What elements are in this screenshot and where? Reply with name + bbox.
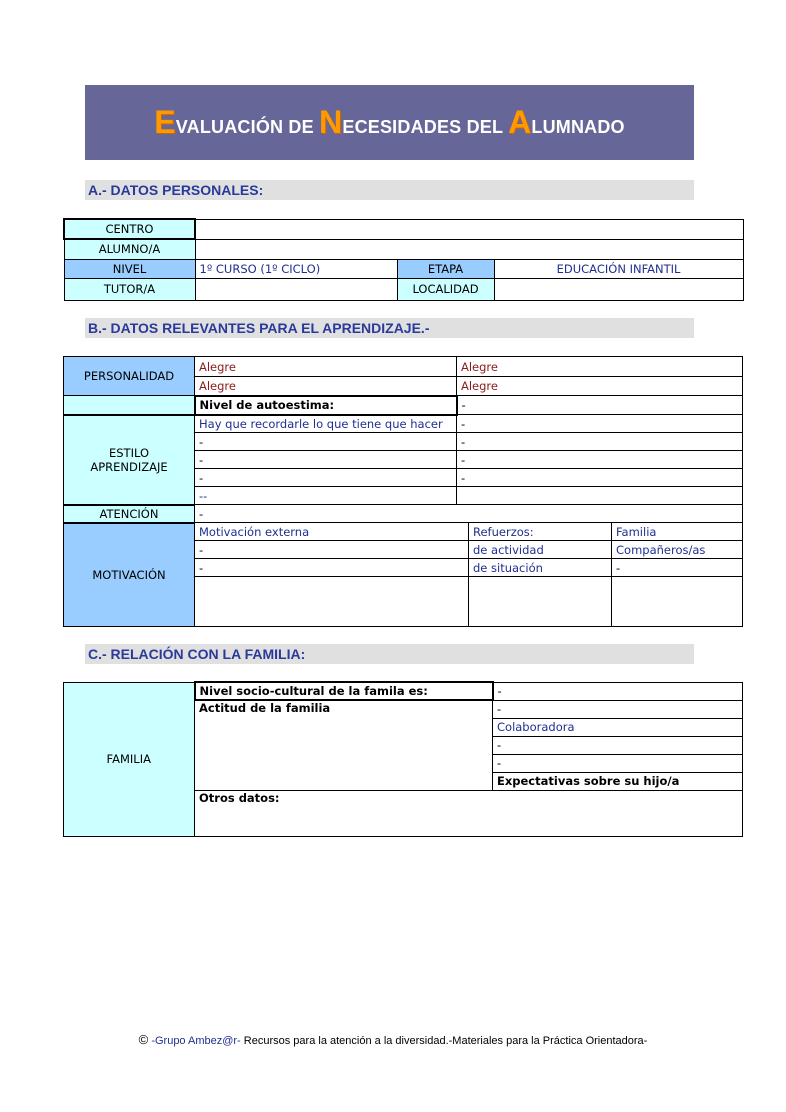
centro-label: CENTRO (64, 219, 195, 239)
estilo-cell[interactable]: - (195, 433, 457, 451)
motivacion-cell[interactable]: Familia (612, 523, 743, 541)
motivacion-cell[interactable]: Refuerzos: (469, 523, 612, 541)
otros-datos-label: Otros datos: (199, 790, 280, 805)
motivacion-cell[interactable]: - (195, 541, 469, 559)
expectativas-label: Expectativas sobre su hijo/a (493, 772, 743, 790)
motivacion-cell-empty[interactable] (195, 577, 469, 627)
section-b-heading: B.- DATOS RELEVANTES PARA EL APRENDIZAJE.- (85, 318, 694, 338)
alumno-label: ALUMNO/A (64, 239, 195, 259)
estilo-cell[interactable]: Hay que recordarle lo que tiene que hacer (195, 415, 457, 433)
nivel-label: NIVEL (64, 259, 195, 278)
centro-field[interactable] (195, 219, 743, 239)
footer-group: -Grupo Ambez@r- (151, 1035, 241, 1047)
family-data-table (63, 681, 743, 837)
etapa-label: ETAPA (397, 259, 494, 278)
actitud-label: Actitud de la familia (195, 700, 493, 790)
estilo-cell[interactable]: - (457, 469, 743, 487)
estilo-label-line2: APRENDIZAJE (90, 459, 168, 474)
page-title: EVALUACIÓN DE NECESIDADES DEL ALUMNADO (154, 104, 625, 140)
personalidad-cell[interactable]: Alegre (195, 377, 457, 396)
nivel-sociocultural-field[interactable]: - (493, 682, 743, 700)
localidad-label: LOCALIDAD (397, 278, 494, 300)
estilo-cell[interactable]: - (457, 433, 743, 451)
estilo-aprendizaje-label (64, 415, 195, 505)
estilo-cell[interactable]: - (457, 415, 743, 433)
motivacion-cell[interactable]: Motivación externa (195, 523, 469, 541)
motivacion-cell[interactable]: de situación (469, 559, 612, 577)
estilo-cell[interactable]: -- (195, 487, 457, 505)
estilo-cell[interactable] (457, 487, 743, 505)
motivacion-cell[interactable]: Compañeros/as (612, 541, 743, 559)
motivacion-cell[interactable]: - (612, 559, 743, 577)
actitud-field[interactable]: - (493, 736, 743, 754)
tutor-label: TUTOR/A (64, 278, 195, 300)
atencion-label: ATENCIÓN (64, 505, 195, 523)
estilo-cell[interactable]: - (457, 451, 743, 469)
actitud-field[interactable]: Colaboradora (493, 718, 743, 736)
personalidad-label: PERSONALIDAD (64, 357, 195, 396)
footer-text: Recursos para la atención a la diversidad.-Materiales para la Práctica Orientadora- (240, 1035, 648, 1047)
localidad-field[interactable] (494, 278, 743, 300)
motivacion-cell-empty[interactable] (612, 577, 743, 627)
motivacion-cell[interactable]: - (195, 559, 469, 577)
estilo-spacer (64, 396, 195, 415)
etapa-field[interactable]: EDUCACIÓN INFANTIL (494, 259, 743, 278)
otros-datos-field[interactable] (195, 790, 743, 836)
personal-data-table (63, 218, 744, 301)
copyright-icon: © (138, 1032, 149, 1047)
section-c-heading: C.- RELACIÓN CON LA FAMILIA: (85, 644, 694, 664)
autoestima-label: Nivel de autoestima: (195, 396, 457, 415)
section-a-heading: A.- DATOS PERSONALES: (85, 180, 694, 200)
familia-label: FAMILIA (64, 682, 195, 836)
nivel-field[interactable]: 1º CURSO (1º CICLO) (195, 259, 397, 278)
autoestima-field[interactable]: - (457, 396, 743, 415)
actitud-field[interactable]: - (493, 700, 743, 718)
estilo-label-line1: ESTILO (108, 445, 150, 460)
estilo-cell[interactable]: - (195, 451, 457, 469)
atencion-field[interactable]: - (195, 505, 743, 523)
motivacion-label: MOTIVACIÓN (64, 523, 195, 627)
learning-data-table (63, 356, 743, 627)
nivel-sociocultural-label: Nivel socio-cultural de la famila es: (195, 682, 493, 700)
estilo-cell[interactable]: - (195, 469, 457, 487)
footer (0, 1032, 786, 1047)
personalidad-cell[interactable]: Alegre (195, 357, 457, 377)
title-banner (85, 85, 694, 160)
personalidad-cell[interactable]: Alegre (457, 357, 743, 377)
motivacion-cell-empty[interactable] (469, 577, 612, 627)
personalidad-cell[interactable]: Alegre (457, 377, 743, 396)
tutor-field[interactable] (195, 278, 397, 300)
motivacion-cell[interactable]: de actividad (469, 541, 612, 559)
alumno-field[interactable] (195, 239, 743, 259)
actitud-field[interactable]: - (493, 754, 743, 772)
